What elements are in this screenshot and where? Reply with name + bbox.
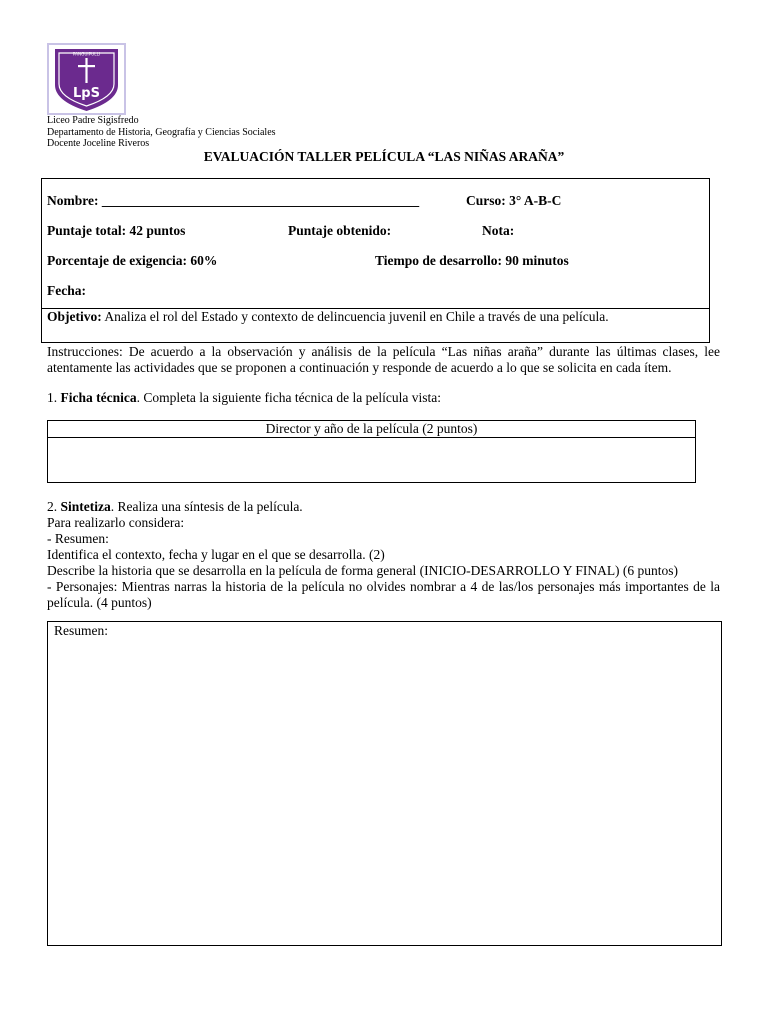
course-label: Curso: 3° A-B-C (466, 193, 562, 208)
name-field[interactable]: Nombre: _______________________________________________ (47, 193, 420, 208)
section-2-line: Identifica el contexto, fecha y lugar en el que se desarrolla. (2) (47, 547, 385, 562)
section-2-text: . Realiza una síntesis de la película. (110, 499, 303, 514)
objective-text: Analiza el rol del Estado y contexto de delincuencia juvenil en Chile a través de una película. (101, 309, 609, 324)
logo-initials: LpS (73, 86, 100, 101)
section-2-line: Para realizarlo considera: (47, 515, 185, 530)
objective-label: Objetivo: (47, 309, 102, 324)
section-2-title: Sintetiza (60, 499, 111, 514)
section-1-title: Ficha técnica (60, 390, 137, 405)
duration-label: Tiempo de desarrollo: 90 minutos (375, 253, 569, 268)
section-2 (47, 499, 720, 611)
requirement-percent-label: Porcentaje de exigencia: 60% (47, 253, 218, 268)
section-2-line: - Personajes: Mientras narras la historia de la película no olvides nombrar a 4 de las/los personajes más importantes de la película. (4 puntos) (47, 579, 720, 610)
section-1-number: 1. (47, 390, 61, 405)
teacher-name: Docente Joceline Riveros (47, 138, 150, 149)
school-name: Liceo Padre Sigisfredo (47, 115, 139, 126)
school-info (47, 115, 276, 150)
section-2-line: - Resumen: (47, 531, 109, 546)
instructions: Instrucciones: De acuerdo a la observación y análisis de la película “Las niñas araña” durante las últimas clases, lee atentamente las actividades que se proponen a continuación y responde de acuerdo a lo que se solicita en cada ítem. (47, 344, 720, 375)
school-logo (47, 43, 126, 115)
director-year-header: Director y año de la película (2 puntos) (48, 421, 695, 438)
student-info-box (41, 178, 710, 343)
section-1-text: . Completa la siguiente ficha técnica de la película vista: (136, 390, 441, 405)
tech-sheet-table (47, 420, 696, 483)
summary-answer-box[interactable] (47, 621, 722, 946)
date-field[interactable]: Fecha: (47, 283, 86, 298)
section-2-number: 2. (47, 499, 61, 514)
director-year-answer-cell[interactable] (48, 438, 695, 483)
total-score-label: Puntaje total: 42 puntos (47, 223, 186, 238)
logo-ring-text: PANGUIPULLI (72, 51, 101, 57)
grade-field[interactable]: Nota: (482, 223, 515, 238)
objective (47, 309, 609, 325)
section-2-heading (47, 499, 720, 515)
obtained-score-field[interactable]: Puntaje obtenido: (288, 223, 392, 238)
department-name: Departamento de Historia, Geografía y Ciencias Sociales (47, 126, 276, 138)
document-title: EVALUACIÓN TALLER PELÍCULA “LAS NIÑAS ARAÑA” (203, 149, 565, 164)
section-2-line: Describe la historia que se desarrolla en la película de forma general (INICIO-DESARROLLO Y FINAL) (6 puntos) (47, 563, 679, 578)
section-1-heading (47, 390, 720, 406)
summary-label: Resumen: (54, 623, 108, 638)
